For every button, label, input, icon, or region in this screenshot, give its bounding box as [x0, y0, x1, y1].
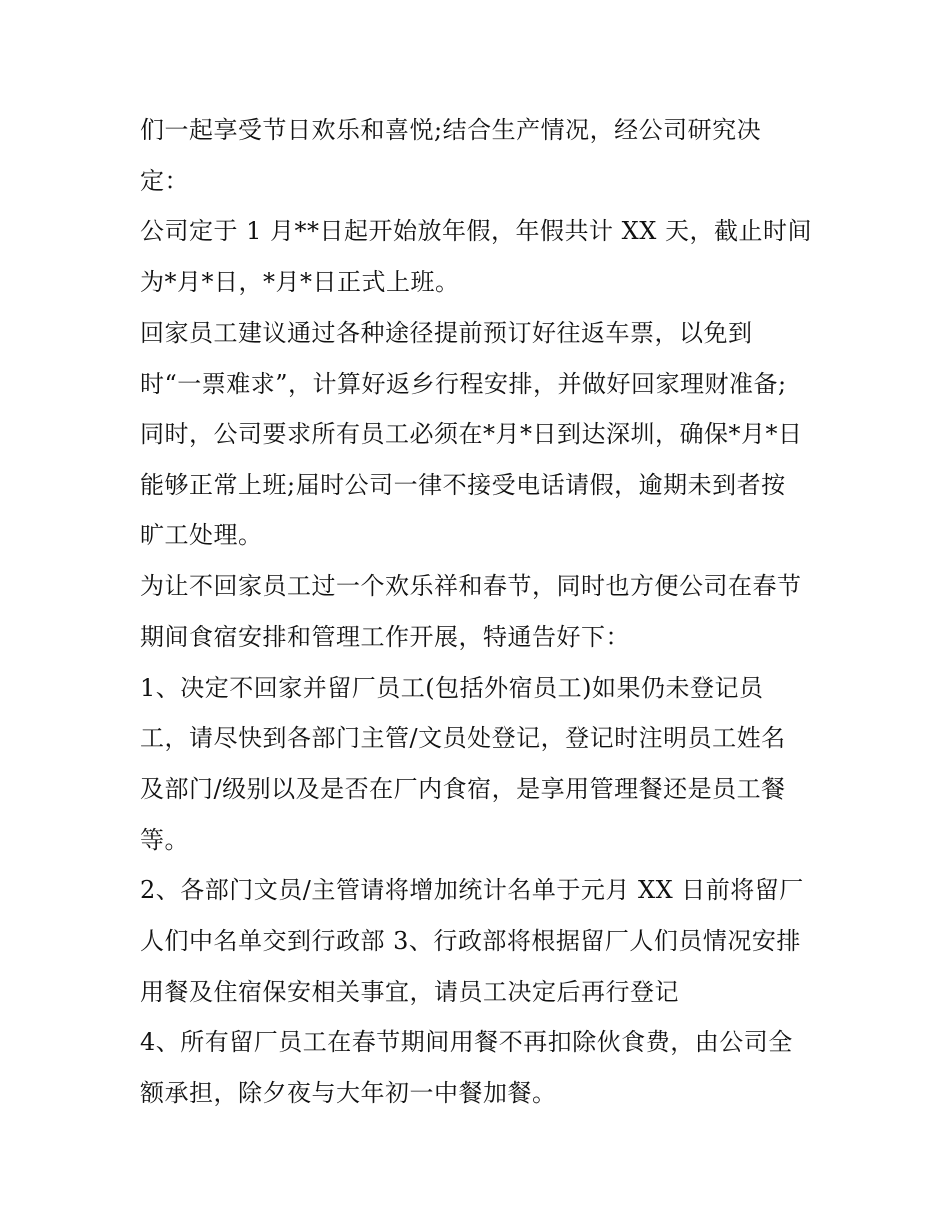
text-line: 额承担，除夕夜与大年初一中餐加餐。: [140, 1079, 557, 1107]
text-line: 回家员工建议通过各种途径提前预订好往返车票，以免到: [140, 319, 753, 347]
text-line: 公司定于 1 月**日起开始放年假，年假共计 XX 天，截止时间: [140, 217, 812, 245]
text-line: 人们中名单交到行政部 3、行政部将根据留厂人们员情况安排: [140, 927, 801, 955]
text-line: 1、决定不回家并留厂员工(包括外宿员工)如果仍未登记员: [140, 674, 764, 702]
text-line: 4、所有留厂员工在春节期间用餐不再扣除伙食费，由公司全: [140, 1028, 793, 1056]
text-line: 2、各部门文员/主管请将增加统计名单于元月 XX 日前将留厂: [140, 876, 804, 904]
text-line: 同时，公司要求所有员工必须在*月*日到达深圳，确保*月*日: [140, 420, 803, 448]
text-line: 等。: [140, 826, 189, 854]
text-line: 为让不回家员工过一个欢乐祥和春节，同时也方便公司在春节: [140, 572, 802, 600]
text-line: 工，请尽快到各部门主管/文员处登记，登记时注明员工姓名: [140, 724, 786, 752]
text-line: 旷工处理。: [140, 521, 263, 549]
text-line: 定：: [140, 167, 189, 195]
text-line: 为*月*日，*月*日正式上班。: [140, 268, 460, 296]
text-line: 期间食宿安排和管理工作开展，特通告好下：: [140, 623, 630, 651]
text-line: 及部门/级别以及是否在厂内食宿，是享用管理餐还是员工餐: [140, 775, 786, 803]
text-line: 们一起享受节日欢乐和喜悦;结合生产情况，经公司研究决: [140, 116, 762, 144]
text-line: 时“一票难求”，计算好返乡行程安排，并做好回家理财准备;: [140, 370, 787, 398]
text-line: 用餐及住宿保安相关事宜，请员工决定后再行登记: [140, 978, 679, 1006]
text-line: 能够正常上班;届时公司一律不接受电话请假，逾期未到者按: [140, 471, 786, 499]
